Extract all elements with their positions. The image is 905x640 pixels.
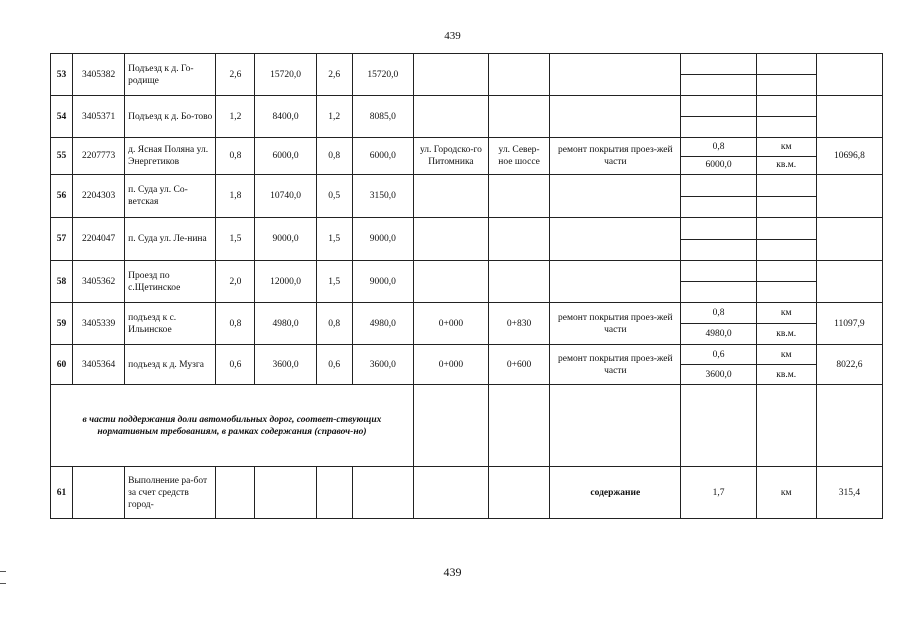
length-repair: 1,5 <box>316 218 352 261</box>
row-number: 53 <box>51 54 73 96</box>
road-code <box>73 467 125 519</box>
row-number: 60 <box>51 345 73 385</box>
road-code: 2204303 <box>73 175 125 218</box>
length-total: 2,6 <box>216 54 255 96</box>
work-type: ремонт покрытия проез-жей части <box>550 345 681 385</box>
table-row <box>51 345 883 365</box>
unit-km <box>756 218 816 240</box>
table-row <box>51 467 883 519</box>
area-total: 8400,0 <box>255 96 316 138</box>
work-type <box>550 175 681 218</box>
unit-km <box>756 96 816 117</box>
road-code: 2207773 <box>73 138 125 175</box>
cost-total: 10696,8 <box>816 138 882 175</box>
table-row <box>51 218 883 240</box>
section-end <box>489 261 550 303</box>
empty-cell <box>816 385 882 467</box>
section-heading: в части поддержания доли автомобильных дорог, соответ-ствующих нормативным требованиям, в рамках содержания (справоч-но) <box>51 385 414 467</box>
area-repair: 15720,0 <box>352 54 413 96</box>
work-area: 6000,0 <box>681 156 756 175</box>
area-repair: 3600,0 <box>352 345 413 385</box>
section-end <box>489 218 550 261</box>
table-row <box>51 175 883 197</box>
work-area <box>681 282 756 303</box>
road-code: 2204047 <box>73 218 125 261</box>
section-end: 0+830 <box>489 303 550 345</box>
length-total: 0,6 <box>216 345 255 385</box>
road-name: п. Суда ул. Со-ветская <box>125 175 216 218</box>
work-length <box>681 261 756 282</box>
length-repair: 2,6 <box>316 54 352 96</box>
work-area: 3600,0 <box>681 365 756 385</box>
area-repair: 8085,0 <box>352 96 413 138</box>
road-name: Проезд по с.Щетинское <box>125 261 216 303</box>
table-row <box>51 96 883 117</box>
unit-sqm <box>756 117 816 138</box>
area-repair: 3150,0 <box>352 175 413 218</box>
cost-total: 8022,6 <box>816 345 882 385</box>
section-start <box>413 54 488 96</box>
table-row <box>51 261 883 282</box>
area-repair: 9000,0 <box>352 261 413 303</box>
empty-cell <box>413 385 488 467</box>
work-length: 1,7 <box>681 467 756 519</box>
cost-total <box>816 261 882 303</box>
road-name: д. Ясная Поляна ул. Энергетиков <box>125 138 216 175</box>
area-total: 12000,0 <box>255 261 316 303</box>
area-total: 4980,0 <box>255 303 316 345</box>
length-repair: 1,5 <box>316 261 352 303</box>
section-end <box>489 54 550 96</box>
section-row <box>51 385 883 467</box>
unit-km: км <box>756 467 816 519</box>
road-code: 3405364 <box>73 345 125 385</box>
cost-total <box>816 96 882 138</box>
length-total: 0,8 <box>216 303 255 345</box>
cost-total <box>816 54 882 96</box>
section-start: 0+000 <box>413 345 488 385</box>
area-repair: 9000,0 <box>352 218 413 261</box>
margin-mark <box>0 571 6 572</box>
row-number: 55 <box>51 138 73 175</box>
work-area <box>681 196 756 218</box>
unit-sqm: кв.м. <box>756 324 816 345</box>
unit-sqm <box>756 75 816 96</box>
cost-total: 11097,9 <box>816 303 882 345</box>
area-repair: 6000,0 <box>352 138 413 175</box>
area-total: 9000,0 <box>255 218 316 261</box>
length-repair: 1,2 <box>316 96 352 138</box>
length-repair <box>316 467 352 519</box>
work-length: 0,8 <box>681 303 756 324</box>
cost-total <box>816 218 882 261</box>
work-type <box>550 261 681 303</box>
road-code: 3405362 <box>73 261 125 303</box>
length-total: 1,8 <box>216 175 255 218</box>
empty-cell <box>756 385 816 467</box>
table-row <box>51 54 883 75</box>
row-number: 59 <box>51 303 73 345</box>
work-length: 0,8 <box>681 138 756 157</box>
work-length <box>681 175 756 197</box>
length-repair: 0,8 <box>316 138 352 175</box>
section-start: ул. Городско-го Питомника <box>413 138 488 175</box>
work-length: 0,6 <box>681 345 756 365</box>
road-name: подъезд к д. Музга <box>125 345 216 385</box>
length-total: 0,8 <box>216 138 255 175</box>
work-type <box>550 96 681 138</box>
length-total: 2,0 <box>216 261 255 303</box>
section-start <box>413 218 488 261</box>
road-name: п. Суда ул. Ле-нина <box>125 218 216 261</box>
road-name: Подъезд к д. Бо-тово <box>125 96 216 138</box>
work-length <box>681 54 756 75</box>
row-number: 54 <box>51 96 73 138</box>
road-code: 3405339 <box>73 303 125 345</box>
row-number: 61 <box>51 467 73 519</box>
work-type: ремонт покрытия проез-жей части <box>550 138 681 175</box>
area-total <box>255 467 316 519</box>
unit-km <box>756 54 816 75</box>
unit-sqm: кв.м. <box>756 156 816 175</box>
unit-km <box>756 261 816 282</box>
length-repair: 0,6 <box>316 345 352 385</box>
section-end: 0+600 <box>489 345 550 385</box>
work-area <box>681 75 756 96</box>
page-number-top: 439 <box>444 30 461 42</box>
section-start <box>413 175 488 218</box>
unit-km <box>756 175 816 197</box>
cost-total: 315,4 <box>816 467 882 519</box>
empty-cell <box>681 385 756 467</box>
section-end: ул. Север-ное шоссе <box>489 138 550 175</box>
row-number: 56 <box>51 175 73 218</box>
area-total: 3600,0 <box>255 345 316 385</box>
section-start <box>413 261 488 303</box>
work-length <box>681 96 756 117</box>
table-row <box>51 138 883 157</box>
work-area <box>681 239 756 261</box>
road-code: 3405371 <box>73 96 125 138</box>
unit-km: км <box>756 138 816 157</box>
row-number: 57 <box>51 218 73 261</box>
table-row <box>51 303 883 324</box>
road-repair-table <box>50 53 883 519</box>
unit-sqm: кв.м. <box>756 365 816 385</box>
area-total: 15720,0 <box>255 54 316 96</box>
work-type <box>550 54 681 96</box>
section-end <box>489 175 550 218</box>
road-code: 3405382 <box>73 54 125 96</box>
section-end <box>489 467 550 519</box>
area-repair: 4980,0 <box>352 303 413 345</box>
margin-mark <box>0 583 6 584</box>
unit-sqm <box>756 196 816 218</box>
work-type: содержание <box>550 467 681 519</box>
road-name: подъезд к с. Ильинское <box>125 303 216 345</box>
area-total: 6000,0 <box>255 138 316 175</box>
work-length <box>681 218 756 240</box>
work-type <box>550 218 681 261</box>
road-name: Подъезд к д. Го-родище <box>125 54 216 96</box>
unit-km: км <box>756 345 816 365</box>
work-area <box>681 117 756 138</box>
unit-sqm <box>756 282 816 303</box>
length-total <box>216 467 255 519</box>
work-type: ремонт покрытия проез-жей части <box>550 303 681 345</box>
empty-cell <box>489 385 550 467</box>
length-repair: 0,5 <box>316 175 352 218</box>
section-start: 0+000 <box>413 303 488 345</box>
area-repair <box>352 467 413 519</box>
unit-sqm <box>756 239 816 261</box>
road-name: Выполнение ра-бот за счет средств город- <box>125 467 216 519</box>
row-number: 58 <box>51 261 73 303</box>
section-start <box>413 96 488 138</box>
area-total: 10740,0 <box>255 175 316 218</box>
page-number-bottom: 439 <box>443 565 462 579</box>
section-start <box>413 467 488 519</box>
empty-cell <box>550 385 681 467</box>
cost-total <box>816 175 882 218</box>
work-area: 4980,0 <box>681 324 756 345</box>
section-end <box>489 96 550 138</box>
length-total: 1,2 <box>216 96 255 138</box>
unit-km: км <box>756 303 816 324</box>
length-total: 1,5 <box>216 218 255 261</box>
length-repair: 0,8 <box>316 303 352 345</box>
